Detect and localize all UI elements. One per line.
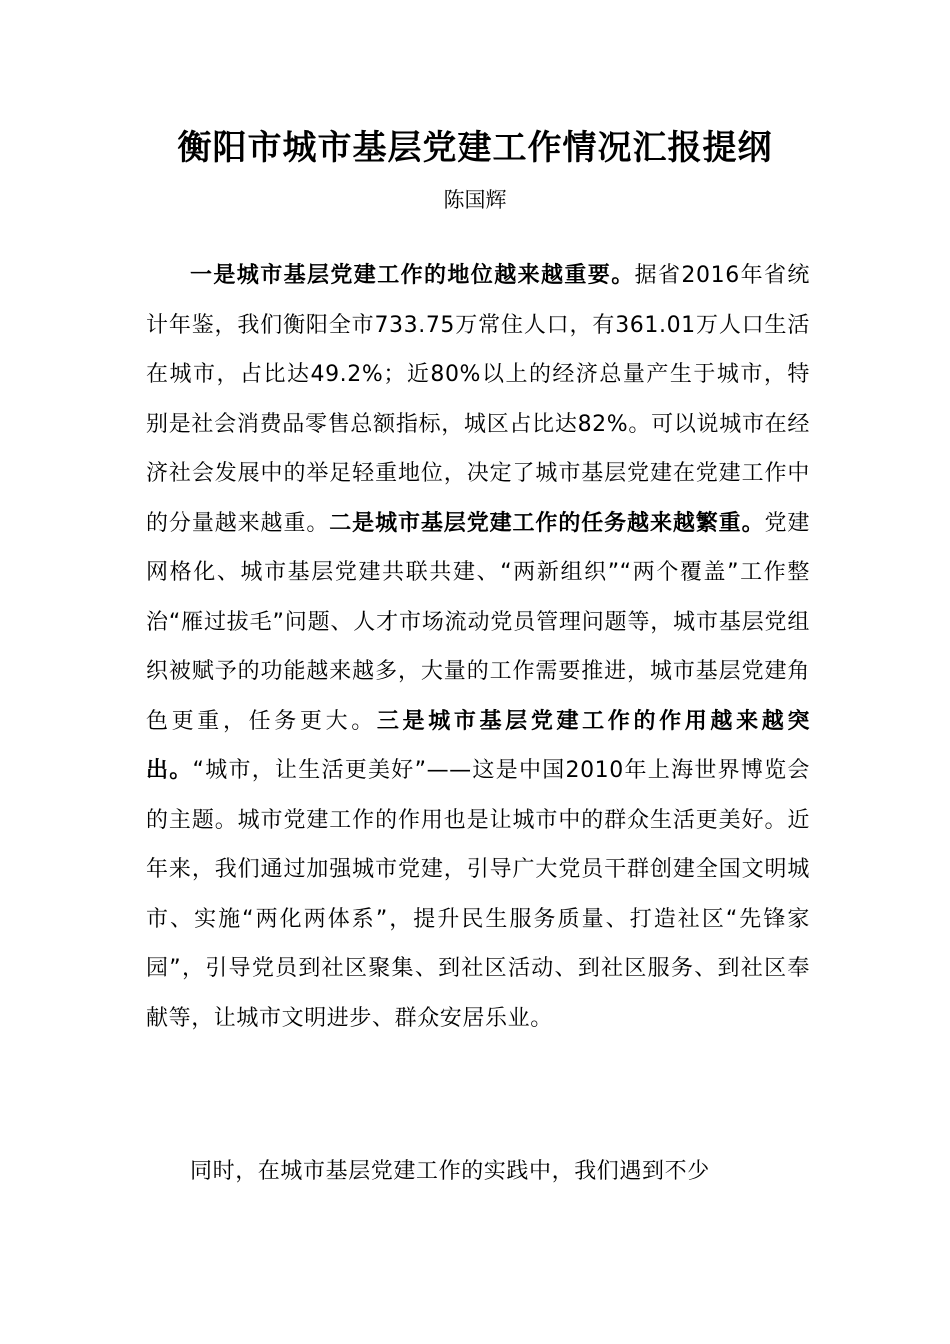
point-one-heading: 一是城市基层党建工作的地位越来越重要。 <box>190 263 635 288</box>
body-paragraph-1 <box>146 251 810 1043</box>
point-one-text: 据省2016年省统计年鉴，我们衡阳全市733.75万常住人口，有361.01万人口生活在城市，占比达49.2%；近80%以上的经济总量产生于城市，特别是社会消费品零售总额指标，城区占比达82%。可以说城市在经济社会发展中的举足轻重地位，决定了城市基层党建在党建工作中的分量越来越重。 <box>146 263 810 536</box>
body-paragraph-2 <box>146 1147 810 1197</box>
point-two-heading: 二是城市基层党建工作的任务越来越繁重。 <box>329 510 765 536</box>
document-author: 陈国辉 <box>443 188 507 212</box>
point-three-text: “城市，让生活更美好”——这是中国2010年上海世界博览会的主题。城市党建工作的作用也是让城市中的群众生活更美好。近年来，我们通过加强城市党建，引导广大党员干群创建全国文明城市、实施“两化两体系”，提升民生服务质量、打造社区“先锋家园”，引导党员到社区聚集、到社区活动、到社区服务、到社区奉献等，让城市文明进步、群众安居乐业。 <box>146 758 810 1031</box>
point-three-heading: 三是城市基层党建工作的作用越来越突出。 <box>146 708 810 783</box>
body-paragraph-2-text: 同时，在城市基层党建工作的实践中，我们遇到不少 <box>190 1159 710 1184</box>
point-two-text: 党建网格化、城市基层党建共联共建、“两新组织”“两个覆盖”工作整治“雁过拔毛”问题、人才市场流动党员管理问题等，城市基层党组织被赋予的功能越来越多，大量的工作需要推进，城市基层党建角色更重，任务更大。 <box>146 510 811 734</box>
document-title: 衡阳市城市基层党建工作情况汇报提纲 <box>177 128 773 168</box>
